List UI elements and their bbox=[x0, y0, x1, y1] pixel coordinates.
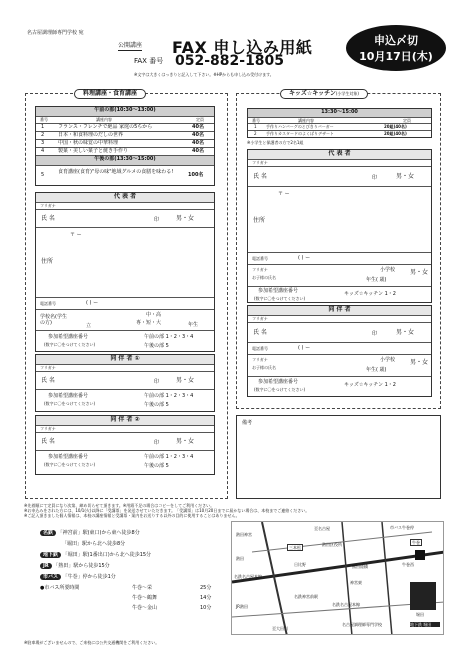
deadline-badge bbox=[346, 25, 446, 71]
phone-field[interactable]: 電話番号 ( ) ー bbox=[248, 343, 431, 355]
wish-field[interactable]: 参加希望講座番号 (数字に〇をつけてください) キッズ☆キッチン 1・2 bbox=[254, 379, 396, 392]
left-section-title: 料理講座・食育講座 bbox=[74, 89, 146, 99]
address-field[interactable]: 〒 ー 住所 bbox=[36, 228, 214, 298]
wish-field[interactable]: 参加希望講座番号 (数字に〇をつけてください) 午前の部 1・2・3・4 午後の部 5 bbox=[44, 334, 194, 349]
am-header: 午前の部(10:30～13:00) bbox=[36, 107, 214, 117]
table-row: 2 日本・和食料理のだしの世界 40名 bbox=[36, 132, 214, 140]
parking-note: ※駐車場がございませんので、ご来校には公共交通機関をご利用ください。 bbox=[24, 640, 160, 645]
access-route: 「堀田」駅から北へ徒歩8分 bbox=[62, 541, 126, 547]
pm-header: 午後の部(13:30～15:00) bbox=[36, 156, 214, 166]
companion-1-title: 同 伴 者 ① bbox=[36, 355, 214, 365]
child-field[interactable]: フリガナ お子様の氏名 小学校 年生( 歳) 男・女 bbox=[248, 265, 431, 287]
table-row: 4 製菓・美しい菓子と焼き手作り 40名 bbox=[36, 148, 214, 156]
table-row: 1 手作りハンバーグのとびきりバーガー 20組(40名) bbox=[248, 124, 431, 131]
access-route: 市バス 「牛巻」停から徒歩1分 bbox=[40, 574, 215, 585]
kids-companion-block: 同 伴 者 フリガナ 氏 名 印 男・女 電話番号 ( ) ー フリガナ お子様の氏名 小学校 年生( 歳) 男・女 参加希望講座番号 (数字に〇をつけてください) キッズ☆キッチン 1・2 bbox=[247, 305, 432, 397]
rep-title: 代 表 者 bbox=[36, 193, 214, 203]
phone-field[interactable]: 電話番号 ( ) ー bbox=[36, 298, 214, 310]
kids-course-table: 13:30～15:00 番号 講座内容 定員 1 手作りハンバーグのとびきりバーガー 20組(40名) 2 手作りカスタードのよくばりデザート 20組(40名) bbox=[247, 108, 432, 138]
notes: ※先着順にて定員になり次第、締め切らせて頂きます。※用紙不足の場合はコピーをしてご利用ください。 ※お申込みをされた方には、10/1(火)以降に「受講票」を発送させていただきます。「受講票」は10月20日までに届かない場合は、本校までご連絡ください。 ※ご記入頂きました個人情報は、本校の講座情報と受講票・案内をお送りする以外の目的に使用することはありません。 bbox=[24, 503, 310, 518]
address-field[interactable]: 〒 ー 住所 bbox=[248, 187, 431, 253]
companion-2-block: 同 伴 者 ② フリガナ 氏 名 印 男・女 参加希望講座番号 (数字に〇をつけてください) 午前の部 1・2・3・4 午後の部 5 bbox=[35, 415, 215, 475]
kids-representative-block: 代 表 者 フリガナ 氏 名 印 男・女 〒 ー 住所 電話番号 ( ) ー フリガナ お子様の氏名 小学校 年生( 歳) 男・女 参加希望講座番号 (数字に〇をつけてください) キッズ☆キッチン 1・2 bbox=[247, 149, 432, 303]
access-route: JR 「熱田」駅から徒歩15分 bbox=[40, 563, 215, 574]
col-cap: 定員 bbox=[196, 117, 204, 122]
wish-field[interactable]: 参加希望講座番号 (数字に〇をつけてください) 午前の部 1・2・3・4 午後の部 5 bbox=[44, 454, 194, 469]
right-section-title: キッズ☆キッチン(小学生対象) bbox=[280, 89, 368, 99]
table-row: 2 手作りカスタードのよくばりデザート 20組(40名) bbox=[254, 131, 407, 136]
access-map: 三本松 熱田区役所 日比野 熊田陸橋 牛巻 市バス牛巻停 牛巻西 神宮東 名鉄神宮前駅 名鉄名古屋本線 堀田 地下鉄 堀田 至大田川 名鉄名古屋本線 名古屋調理師専門学校 熱田神宮 熱田 JR熱田 至名古屋 bbox=[231, 521, 444, 635]
name-field[interactable]: 氏 名 印 男・女 bbox=[36, 210, 214, 228]
col-no: 番号 bbox=[40, 117, 48, 122]
fax-number: 052-882-1805 bbox=[175, 53, 285, 69]
access-list: 名鉄 「神宮前」駅(東口)から東へ徒歩8分 「堀田」駅から北へ徒歩8分 地下鉄 「堀田」駅(1番出口)から北へ徒歩15分 JR 「熱田」駅から徒歩15分 市バス 「牛巻」停から徒歩1分 ●市バス所要時間 牛巻～栄 25分 牛巻～鶴舞 14分 牛巻～金山 10分 bbox=[40, 530, 215, 615]
access-route: 名鉄 「神宮前」駅(東口)から東へ徒歩8分 bbox=[40, 530, 215, 541]
kids-note: ※小学生と保護者の方で2名1組 bbox=[247, 140, 304, 145]
bus-times: ●市バス所要時間 牛巻～栄 25分 bbox=[40, 585, 212, 591]
fax-note: ※文字は大きくはっきりと記入して下さい。※HPからも申し込み受付けます。 bbox=[134, 72, 274, 77]
deadline-date: 10月17日(木) bbox=[359, 50, 433, 63]
access-route: 地下鉄 「堀田」駅(1番出口)から北へ徒歩15分 bbox=[40, 552, 215, 563]
school-field[interactable]: 学校名(学生の方) 立 中・高 専・短・大 年生 bbox=[36, 310, 214, 331]
kids-time-header: 13:30～15:00 bbox=[248, 109, 431, 118]
school-addressee: 名古屋調理師専門学校 宛 bbox=[27, 30, 84, 36]
course-table bbox=[35, 106, 215, 186]
name-field[interactable]: 氏 名 印 男・女 bbox=[248, 167, 431, 187]
kids-companion-title: 同 伴 者 bbox=[248, 306, 431, 316]
name-field[interactable]: 氏 名 印 男・女 bbox=[248, 323, 431, 343]
fax-label: FAX 番号 bbox=[134, 57, 164, 65]
companion-1-block: 同 伴 者 ① フリガナ 氏 名 印 男・女 参加希望講座番号 (数字に〇をつけてください) 午前の部 1・2・3・4 午後の部 5 bbox=[35, 354, 215, 412]
table-row: 3 中国・秋の味覚の中華料理 40名 bbox=[36, 140, 214, 148]
companion-2-title: 同 伴 者 ② bbox=[36, 416, 214, 426]
name-field[interactable]: 氏 名 印 男・女 bbox=[36, 433, 214, 451]
col-name: 講座内容 bbox=[96, 117, 112, 122]
table-row: 1 フランス・フレンチで絶品 家庭の5ちから 40名 bbox=[36, 124, 214, 132]
wish-field[interactable]: 参加希望講座番号 (数字に〇をつけてください) 午前の部 1・2・3・4 午後の部 5 bbox=[44, 393, 194, 408]
child-field[interactable]: フリガナ お子様の氏名 小学校 年生( 歳) 男・女 bbox=[248, 355, 431, 377]
kouza-label: 公開講座 bbox=[118, 42, 143, 49]
wish-field[interactable]: 参加希望講座番号 (数字に〇をつけてください) キッズ☆キッチン 1・2 bbox=[254, 288, 396, 301]
name-field[interactable]: 氏 名 印 男・女 bbox=[36, 372, 214, 390]
kids-rep-title: 代 表 者 bbox=[248, 150, 431, 160]
remarks-box[interactable]: 備考 bbox=[236, 415, 441, 499]
representative-block: 代 表 者 フリガナ 氏 名 印 男・女 〒 ー 住所 電話番号 ( ) ー 学校名(学生の方) 立 中・高 専・短・大 年生 参加希望講座番号 (数字に〇をつけてください) 午前の部 1・2・3・4 午後の部 5 bbox=[35, 192, 215, 352]
form-title: FAX 申し込み用紙 bbox=[172, 38, 313, 57]
table-row: 5 食育講座(食育)"母の味"地域グルメの食膳を味わる! 100名 bbox=[41, 169, 204, 178]
phone-field[interactable]: 電話番号 ( ) ー bbox=[248, 253, 431, 265]
deadline-label: 申込〆切 bbox=[374, 34, 418, 47]
